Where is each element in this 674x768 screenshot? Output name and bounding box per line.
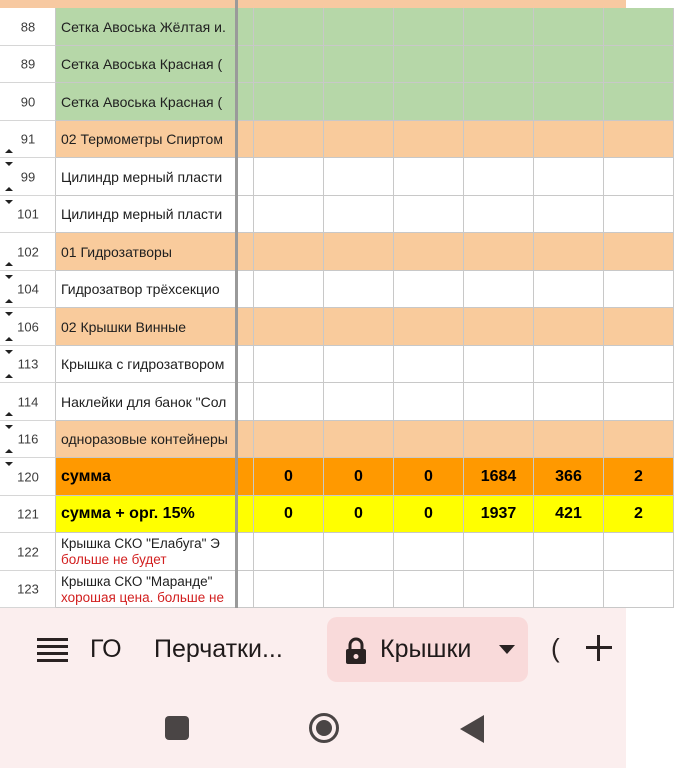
group-expand-icon[interactable] — [5, 312, 13, 316]
cell[interactable] — [236, 308, 254, 346]
value-cell[interactable] — [394, 271, 464, 308]
plus-icon[interactable] — [586, 635, 612, 661]
value-cell[interactable] — [254, 121, 324, 158]
value-text: 1937 — [480, 505, 517, 522]
value-cell[interactable] — [534, 458, 604, 496]
group-collapse-icon[interactable] — [5, 337, 13, 341]
value-cell[interactable] — [254, 571, 324, 608]
name-cell[interactable] — [56, 533, 236, 571]
value-cell[interactable] — [254, 196, 324, 233]
value-cell[interactable] — [254, 158, 324, 196]
cell[interactable] — [236, 46, 254, 83]
value-cell[interactable] — [394, 496, 464, 533]
cell[interactable] — [236, 271, 254, 308]
group-expand-icon[interactable] — [5, 425, 13, 429]
table-row — [0, 196, 626, 233]
value-cell[interactable] — [464, 308, 534, 346]
value-cell[interactable] — [464, 496, 534, 533]
group-expand-icon[interactable] — [5, 462, 13, 466]
value-cell[interactable] — [534, 308, 604, 346]
row-number: 123 — [17, 581, 39, 597]
value-cell[interactable] — [604, 83, 674, 121]
value-cell[interactable] — [394, 571, 464, 608]
home-circle-icon[interactable] — [308, 712, 340, 744]
name-cell[interactable] — [56, 158, 236, 196]
name-cell[interactable] — [56, 271, 236, 308]
value-cell[interactable] — [394, 196, 464, 233]
cell-text: Сетка Авоська Красная ( — [61, 93, 223, 110]
table-row — [0, 496, 643, 533]
value-cell[interactable] — [254, 233, 324, 271]
row-header[interactable] — [0, 8, 56, 46]
group-expand-icon[interactable] — [5, 200, 13, 204]
group-collapse-icon[interactable] — [5, 149, 13, 153]
value-cell[interactable] — [324, 158, 394, 196]
value-cell[interactable] — [394, 158, 464, 196]
cell-text: Сетка Авоська Жёлтая и. — [61, 18, 226, 35]
partial-row-strip — [0, 0, 626, 8]
group-collapse-icon[interactable] — [5, 374, 13, 378]
value-cell[interactable] — [324, 271, 394, 308]
row-header[interactable] — [0, 196, 56, 233]
value-cell[interactable] — [254, 421, 324, 458]
value-text: 0 — [284, 467, 293, 485]
back-triangle-icon[interactable] — [460, 715, 484, 743]
value-cell[interactable] — [394, 121, 464, 158]
value-cell[interactable] — [464, 233, 534, 271]
value-text: 0 — [424, 467, 433, 485]
value-text: 0 — [284, 505, 293, 522]
value-cell[interactable] — [464, 346, 534, 383]
row-header[interactable] — [0, 233, 56, 271]
name-cell[interactable] — [56, 8, 236, 46]
value-cell[interactable] — [604, 158, 674, 196]
value-cell[interactable] — [254, 8, 324, 46]
value-cell[interactable] — [394, 533, 464, 571]
value-cell[interactable] — [324, 8, 394, 46]
row-number: 89 — [20, 56, 36, 72]
value-cell[interactable] — [464, 46, 534, 83]
name-cell[interactable] — [56, 346, 236, 383]
row-number: 122 — [17, 544, 39, 559]
value-cell[interactable] — [464, 83, 534, 121]
cell[interactable] — [236, 233, 254, 271]
name-cell[interactable] — [56, 308, 236, 346]
value-cell[interactable] — [464, 383, 534, 421]
value-cell[interactable] — [604, 46, 674, 83]
sum-label: сумма + орг. 15% — [61, 505, 195, 522]
table-row — [0, 83, 626, 121]
name-cell[interactable] — [56, 571, 236, 608]
value-cell[interactable] — [464, 158, 534, 196]
table-row — [0, 271, 626, 308]
name-cell[interactable] — [56, 421, 236, 458]
table-row — [0, 233, 626, 271]
value-cell[interactable] — [534, 46, 604, 83]
table-row — [0, 8, 626, 46]
square-icon[interactable] — [165, 716, 189, 740]
cell-note: больше не будет — [61, 552, 167, 567]
row-header[interactable] — [0, 458, 56, 496]
value-cell[interactable] — [534, 83, 604, 121]
tab-partial[interactable]: ( — [551, 633, 560, 663]
cell[interactable] — [236, 496, 254, 533]
value-cell[interactable] — [324, 233, 394, 271]
row-number: 102 — [17, 244, 39, 259]
row-number: 114 — [17, 394, 39, 409]
table-row — [0, 571, 626, 608]
cell[interactable] — [236, 121, 254, 158]
value-cell[interactable] — [394, 83, 464, 121]
value-cell[interactable] — [394, 233, 464, 271]
value-cell[interactable] — [534, 383, 604, 421]
value-cell[interactable] — [604, 421, 674, 458]
value-cell[interactable] — [394, 46, 464, 83]
cell-text: Гидрозатвор трёхсекцио — [61, 281, 220, 297]
cell-text: Наклейки для банок "Сол — [61, 393, 227, 410]
value-cell[interactable] — [324, 308, 394, 346]
name-cell[interactable] — [56, 46, 236, 83]
table-row — [0, 383, 626, 421]
value-cell[interactable] — [464, 8, 534, 46]
value-cell[interactable] — [604, 496, 674, 533]
value-cell[interactable] — [324, 46, 394, 83]
row-number: 99 — [20, 169, 36, 184]
value-cell[interactable] — [534, 496, 604, 533]
value-cell[interactable] — [534, 158, 604, 196]
value-cell[interactable] — [534, 121, 604, 158]
value-text: 366 — [555, 467, 582, 485]
table-row — [0, 121, 626, 158]
value-text: 421 — [555, 505, 582, 522]
cell[interactable] — [236, 8, 254, 46]
value-cell[interactable] — [534, 346, 604, 383]
value-cell[interactable] — [394, 308, 464, 346]
value-cell[interactable] — [394, 346, 464, 383]
cell-text: Цилиндр мерный пласти — [61, 206, 223, 222]
value-cell[interactable] — [324, 121, 394, 158]
value-cell[interactable] — [604, 571, 674, 608]
row-number: 90 — [20, 94, 36, 109]
value-text: 0 — [424, 505, 433, 522]
cell-text: Крышка СКО "Маранде" — [61, 574, 213, 589]
value-cell[interactable] — [394, 458, 464, 496]
row-number: 116 — [17, 431, 39, 447]
table-row — [0, 458, 643, 496]
value-cell[interactable] — [604, 233, 674, 271]
sum-label: сумма — [61, 467, 111, 485]
cell-note: хорошая цена. больше не — [61, 590, 224, 605]
value-text: 2 — [634, 505, 643, 522]
row-header[interactable] — [0, 383, 56, 421]
row-header[interactable] — [0, 346, 56, 383]
value-cell[interactable] — [534, 233, 604, 271]
value-cell[interactable] — [534, 421, 604, 458]
cell[interactable] — [236, 458, 254, 496]
value-cell[interactable] — [324, 458, 394, 496]
menu-icon[interactable] — [37, 638, 68, 662]
tab-perchatki[interactable]: Перчатки... — [154, 635, 283, 663]
value-cell[interactable] — [324, 196, 394, 233]
group-collapse-icon[interactable] — [5, 449, 13, 453]
value-cell[interactable] — [324, 533, 394, 571]
value-cell[interactable] — [324, 421, 394, 458]
value-cell[interactable] — [324, 346, 394, 383]
name-cell[interactable] — [56, 196, 236, 233]
cell[interactable] — [236, 533, 254, 571]
value-cell[interactable] — [254, 383, 324, 421]
value-cell[interactable] — [604, 121, 674, 158]
row-header[interactable] — [0, 121, 56, 158]
value-cell[interactable] — [254, 496, 324, 533]
name-cell[interactable] — [56, 233, 236, 271]
value-cell[interactable] — [254, 46, 324, 83]
table-row — [0, 346, 626, 383]
value-text: 0 — [354, 467, 363, 485]
value-cell[interactable] — [604, 533, 674, 571]
value-cell[interactable] — [254, 458, 324, 496]
row-header[interactable] — [0, 421, 56, 458]
tab-kryshki-label: Крышки — [380, 635, 472, 663]
value-cell[interactable] — [534, 196, 604, 233]
frozen-column-divider[interactable] — [235, 0, 238, 608]
row-number: 101 — [17, 206, 39, 222]
value-cell[interactable] — [254, 271, 324, 308]
value-cell[interactable] — [464, 571, 534, 608]
name-cell[interactable] — [56, 458, 236, 496]
group-expand-icon[interactable] — [5, 275, 13, 279]
value-cell[interactable] — [604, 383, 674, 421]
cell-text: Крышка с гидрозатвором — [61, 356, 225, 372]
value-cell[interactable] — [604, 196, 674, 233]
value-cell[interactable] — [604, 308, 674, 346]
table-row — [0, 308, 626, 346]
table-row — [0, 46, 626, 83]
value-text: 0 — [354, 505, 363, 522]
group-expand-icon[interactable] — [5, 350, 13, 354]
value-cell[interactable] — [394, 8, 464, 46]
cell[interactable] — [236, 83, 254, 121]
row-number: 91 — [20, 131, 36, 147]
cell-text: одноразовые контейнеры — [61, 431, 228, 447]
name-cell[interactable] — [56, 496, 236, 533]
name-cell[interactable] — [56, 383, 236, 421]
group-expand-icon[interactable] — [5, 162, 13, 166]
value-cell[interactable] — [324, 383, 394, 421]
row-header[interactable] — [0, 271, 56, 308]
row-header[interactable] — [0, 496, 56, 533]
cell[interactable] — [236, 196, 254, 233]
value-cell[interactable] — [254, 308, 324, 346]
value-cell[interactable] — [604, 346, 674, 383]
cell[interactable] — [236, 571, 254, 608]
value-cell[interactable] — [534, 571, 604, 608]
chevron-down-icon[interactable] — [499, 645, 515, 654]
group-collapse-icon[interactable] — [5, 412, 13, 416]
cell[interactable] — [236, 158, 254, 196]
row-header[interactable] — [0, 533, 56, 571]
lock-icon — [344, 637, 368, 665]
row-number: 121 — [17, 506, 39, 522]
value-cell[interactable] — [534, 533, 604, 571]
row-header[interactable] — [0, 158, 56, 196]
row-header[interactable] — [0, 571, 56, 608]
group-collapse-icon[interactable] — [5, 262, 13, 266]
value-cell[interactable] — [394, 421, 464, 458]
cell[interactable] — [236, 346, 254, 383]
cell-text: Цилиндр мерный пласти — [61, 168, 223, 185]
cell-text: 02 Термометры Спиртом — [61, 131, 223, 147]
row-header[interactable] — [0, 83, 56, 121]
name-cell[interactable] — [56, 121, 236, 158]
table-row — [0, 533, 626, 571]
table-row — [0, 158, 626, 196]
value-cell[interactable] — [464, 196, 534, 233]
row-number: 88 — [20, 19, 36, 34]
value-text: 1684 — [480, 467, 517, 485]
value-cell[interactable] — [324, 83, 394, 121]
tab-go[interactable]: ГО — [90, 635, 122, 663]
row-number: 106 — [17, 319, 39, 334]
row-number: 104 — [17, 281, 39, 297]
value-cell[interactable] — [464, 533, 534, 571]
value-text: 2 — [634, 467, 643, 485]
cell-text: 01 Гидрозатворы — [61, 243, 172, 260]
cell-text: Сетка Авоська Красная ( — [61, 56, 223, 72]
value-cell[interactable] — [534, 8, 604, 46]
value-cell[interactable] — [604, 271, 674, 308]
table-row — [0, 421, 626, 458]
value-cell[interactable] — [464, 421, 534, 458]
value-cell[interactable] — [324, 496, 394, 533]
row-header[interactable] — [0, 308, 56, 346]
value-cell[interactable] — [254, 533, 324, 571]
cell[interactable] — [236, 383, 254, 421]
value-cell[interactable] — [464, 271, 534, 308]
group-collapse-icon[interactable] — [5, 299, 13, 303]
value-cell[interactable] — [464, 121, 534, 158]
value-cell[interactable] — [534, 271, 604, 308]
cell-text: Крышка СКО "Елабуга" Э — [61, 536, 220, 551]
value-cell[interactable] — [254, 83, 324, 121]
value-cell[interactable] — [464, 458, 534, 496]
cell[interactable] — [236, 421, 254, 458]
value-cell[interactable] — [604, 8, 674, 46]
group-collapse-icon[interactable] — [5, 187, 13, 191]
value-cell[interactable] — [604, 458, 674, 496]
name-cell[interactable] — [56, 83, 236, 121]
row-header[interactable] — [0, 46, 56, 83]
row-number: 120 — [17, 469, 39, 484]
value-cell[interactable] — [394, 383, 464, 421]
value-cell[interactable] — [324, 571, 394, 608]
row-number: 113 — [17, 356, 39, 372]
cell-text: 02 Крышки Винные — [61, 318, 187, 335]
value-cell[interactable] — [254, 346, 324, 383]
